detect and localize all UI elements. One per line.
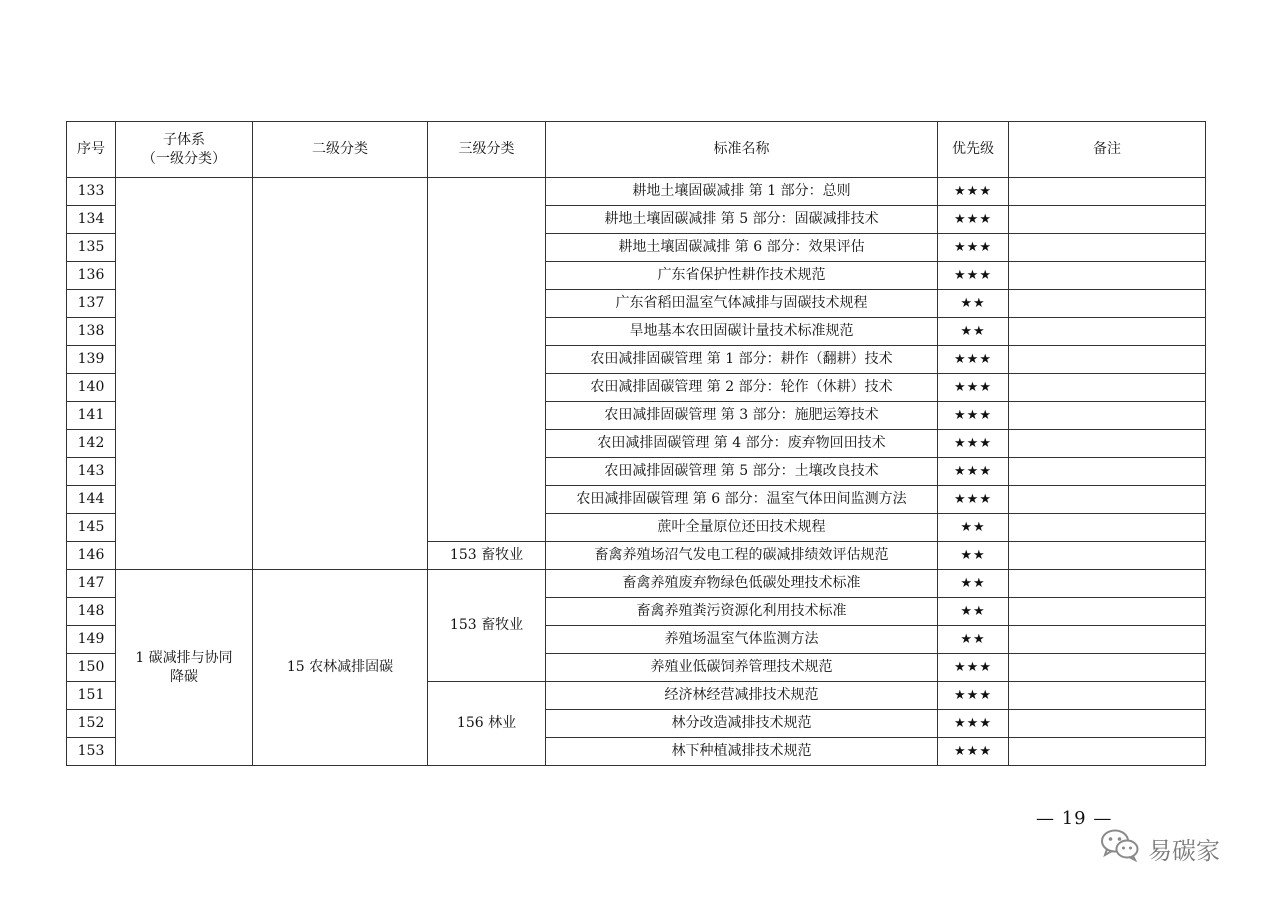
cell-priority: ★★ xyxy=(938,542,1009,570)
cell-remark xyxy=(1009,542,1206,570)
cell-seq: 148 xyxy=(67,598,116,626)
cell-priority: ★★★ xyxy=(938,654,1009,682)
cell-seq: 142 xyxy=(67,430,116,458)
cell-remark xyxy=(1009,374,1206,402)
cell-name: 畜禽养殖粪污资源化利用技术标准 xyxy=(546,598,938,626)
cell-level2: 15 农林减排固碳 xyxy=(253,570,428,766)
cell-priority: ★★★ xyxy=(938,458,1009,486)
header-name: 标准名称 xyxy=(546,122,938,178)
cell-seq: 138 xyxy=(67,318,116,346)
cell-name: 养殖场温室气体监测方法 xyxy=(546,626,938,654)
cell-remark xyxy=(1009,178,1206,206)
cell-name: 畜禽养殖场沼气发电工程的碳减排绩效评估规范 xyxy=(546,542,938,570)
cell-priority: ★★★ xyxy=(938,430,1009,458)
cell-name: 耕地土壤固碳减排 第 5 部分：固碳减排技术 xyxy=(546,206,938,234)
cell-seq: 141 xyxy=(67,402,116,430)
cell-name: 林分改造减排技术规范 xyxy=(546,710,938,738)
cell-priority: ★★ xyxy=(938,290,1009,318)
table-row xyxy=(67,178,1206,206)
cell-remark xyxy=(1009,402,1206,430)
cell-priority: ★★ xyxy=(938,598,1009,626)
cell-level3-blank xyxy=(428,178,546,542)
cell-priority: ★★★ xyxy=(938,486,1009,514)
cell-seq: 135 xyxy=(67,234,116,262)
header-seq: 序号 xyxy=(67,122,116,178)
cell-seq: 145 xyxy=(67,514,116,542)
cell-name: 广东省稻田温室气体减排与固碳技术规程 xyxy=(546,290,938,318)
cell-seq: 153 xyxy=(67,738,116,766)
header-subsystem-line1: 子体系 xyxy=(163,131,205,148)
wechat-icon xyxy=(1100,828,1148,868)
cell-seq: 147 xyxy=(67,570,116,598)
cell-priority: ★★★ xyxy=(938,346,1009,374)
header-subsystem xyxy=(116,122,253,178)
cell-seq: 143 xyxy=(67,458,116,486)
cell-remark xyxy=(1009,710,1206,738)
cell-remark xyxy=(1009,430,1206,458)
cell-name: 农田减排固碳管理 第 1 部分：耕作（翻耕）技术 xyxy=(546,346,938,374)
cell-name: 畜禽养殖废弃物绿色低碳处理技术标准 xyxy=(546,570,938,598)
cell-seq: 137 xyxy=(67,290,116,318)
cell-priority: ★★ xyxy=(938,570,1009,598)
cell-name: 蔗叶全量原位还田技术规程 xyxy=(546,514,938,542)
cell-priority: ★★★ xyxy=(938,682,1009,710)
header-remark: 备注 xyxy=(1009,122,1206,178)
table-header-row xyxy=(67,122,1206,178)
cell-seq: 136 xyxy=(67,262,116,290)
cell-remark xyxy=(1009,346,1206,374)
cell-level3: 156 林业 xyxy=(428,682,546,766)
cell-seq: 152 xyxy=(67,710,116,738)
header-level3: 三级分类 xyxy=(428,122,546,178)
cell-subsystem-line1: 1 碳减排与协同 xyxy=(135,649,233,666)
cell-subsystem xyxy=(116,570,253,766)
cell-name: 广东省保护性耕作技术规范 xyxy=(546,262,938,290)
cell-remark xyxy=(1009,654,1206,682)
cell-subsystem-line2: 降碳 xyxy=(170,668,198,685)
cell-name: 林下种植减排技术规范 xyxy=(546,738,938,766)
cell-priority: ★★★ xyxy=(938,374,1009,402)
cell-seq: 149 xyxy=(67,626,116,654)
cell-name: 旱地基本农田固碳计量技术标准规范 xyxy=(546,318,938,346)
cell-name: 农田减排固碳管理 第 4 部分：废弃物回田技术 xyxy=(546,430,938,458)
cell-seq: 140 xyxy=(67,374,116,402)
cell-level2-blank xyxy=(253,178,428,570)
cell-subsystem-blank xyxy=(116,178,253,570)
cell-name: 农田减排固碳管理 第 2 部分：轮作（休耕）技术 xyxy=(546,374,938,402)
cell-priority: ★★★ xyxy=(938,710,1009,738)
cell-remark xyxy=(1009,458,1206,486)
standards-table xyxy=(66,121,1206,766)
cell-level3: 153 畜牧业 xyxy=(428,570,546,682)
cell-name: 农田减排固碳管理 第 5 部分：土壤改良技术 xyxy=(546,458,938,486)
cell-remark xyxy=(1009,486,1206,514)
cell-remark xyxy=(1009,514,1206,542)
cell-remark xyxy=(1009,206,1206,234)
cell-priority: ★★ xyxy=(938,318,1009,346)
cell-seq: 144 xyxy=(67,486,116,514)
header-level2: 二级分类 xyxy=(253,122,428,178)
cell-seq: 133 xyxy=(67,178,116,206)
cell-priority: ★★★ xyxy=(938,402,1009,430)
cell-name: 农田减排固碳管理 第 6 部分：温室气体田间监测方法 xyxy=(546,486,938,514)
cell-seq: 146 xyxy=(67,542,116,570)
table-row xyxy=(67,570,1206,598)
cell-priority: ★★ xyxy=(938,514,1009,542)
cell-remark xyxy=(1009,570,1206,598)
cell-remark xyxy=(1009,598,1206,626)
cell-remark xyxy=(1009,234,1206,262)
watermark xyxy=(1100,826,1220,870)
page-number: — 19 — xyxy=(1036,808,1113,829)
cell-priority: ★★★ xyxy=(938,178,1009,206)
cell-name: 经济林经营减排技术规范 xyxy=(546,682,938,710)
header-priority: 优先级 xyxy=(938,122,1009,178)
cell-priority: ★★★ xyxy=(938,262,1009,290)
cell-priority: ★★★ xyxy=(938,234,1009,262)
cell-priority: ★★★ xyxy=(938,738,1009,766)
cell-priority: ★★★ xyxy=(938,206,1009,234)
cell-seq: 139 xyxy=(67,346,116,374)
cell-priority: ★★ xyxy=(938,626,1009,654)
cell-remark xyxy=(1009,290,1206,318)
cell-name: 耕地土壤固碳减排 第 1 部分：总则 xyxy=(546,178,938,206)
cell-name: 耕地土壤固碳减排 第 6 部分：效果评估 xyxy=(546,234,938,262)
cell-remark xyxy=(1009,682,1206,710)
cell-remark xyxy=(1009,738,1206,766)
header-subsystem-line2: （一级分类） xyxy=(142,150,226,167)
watermark-text: 易碳家 xyxy=(1148,836,1220,865)
cell-level3: 153 畜牧业 xyxy=(428,542,546,570)
cell-seq: 151 xyxy=(67,682,116,710)
cell-seq: 134 xyxy=(67,206,116,234)
cell-name: 农田减排固碳管理 第 3 部分：施肥运筹技术 xyxy=(546,402,938,430)
cell-remark xyxy=(1009,262,1206,290)
cell-seq: 150 xyxy=(67,654,116,682)
cell-remark xyxy=(1009,626,1206,654)
cell-name: 养殖业低碳饲养管理技术规范 xyxy=(546,654,938,682)
cell-remark xyxy=(1009,318,1206,346)
